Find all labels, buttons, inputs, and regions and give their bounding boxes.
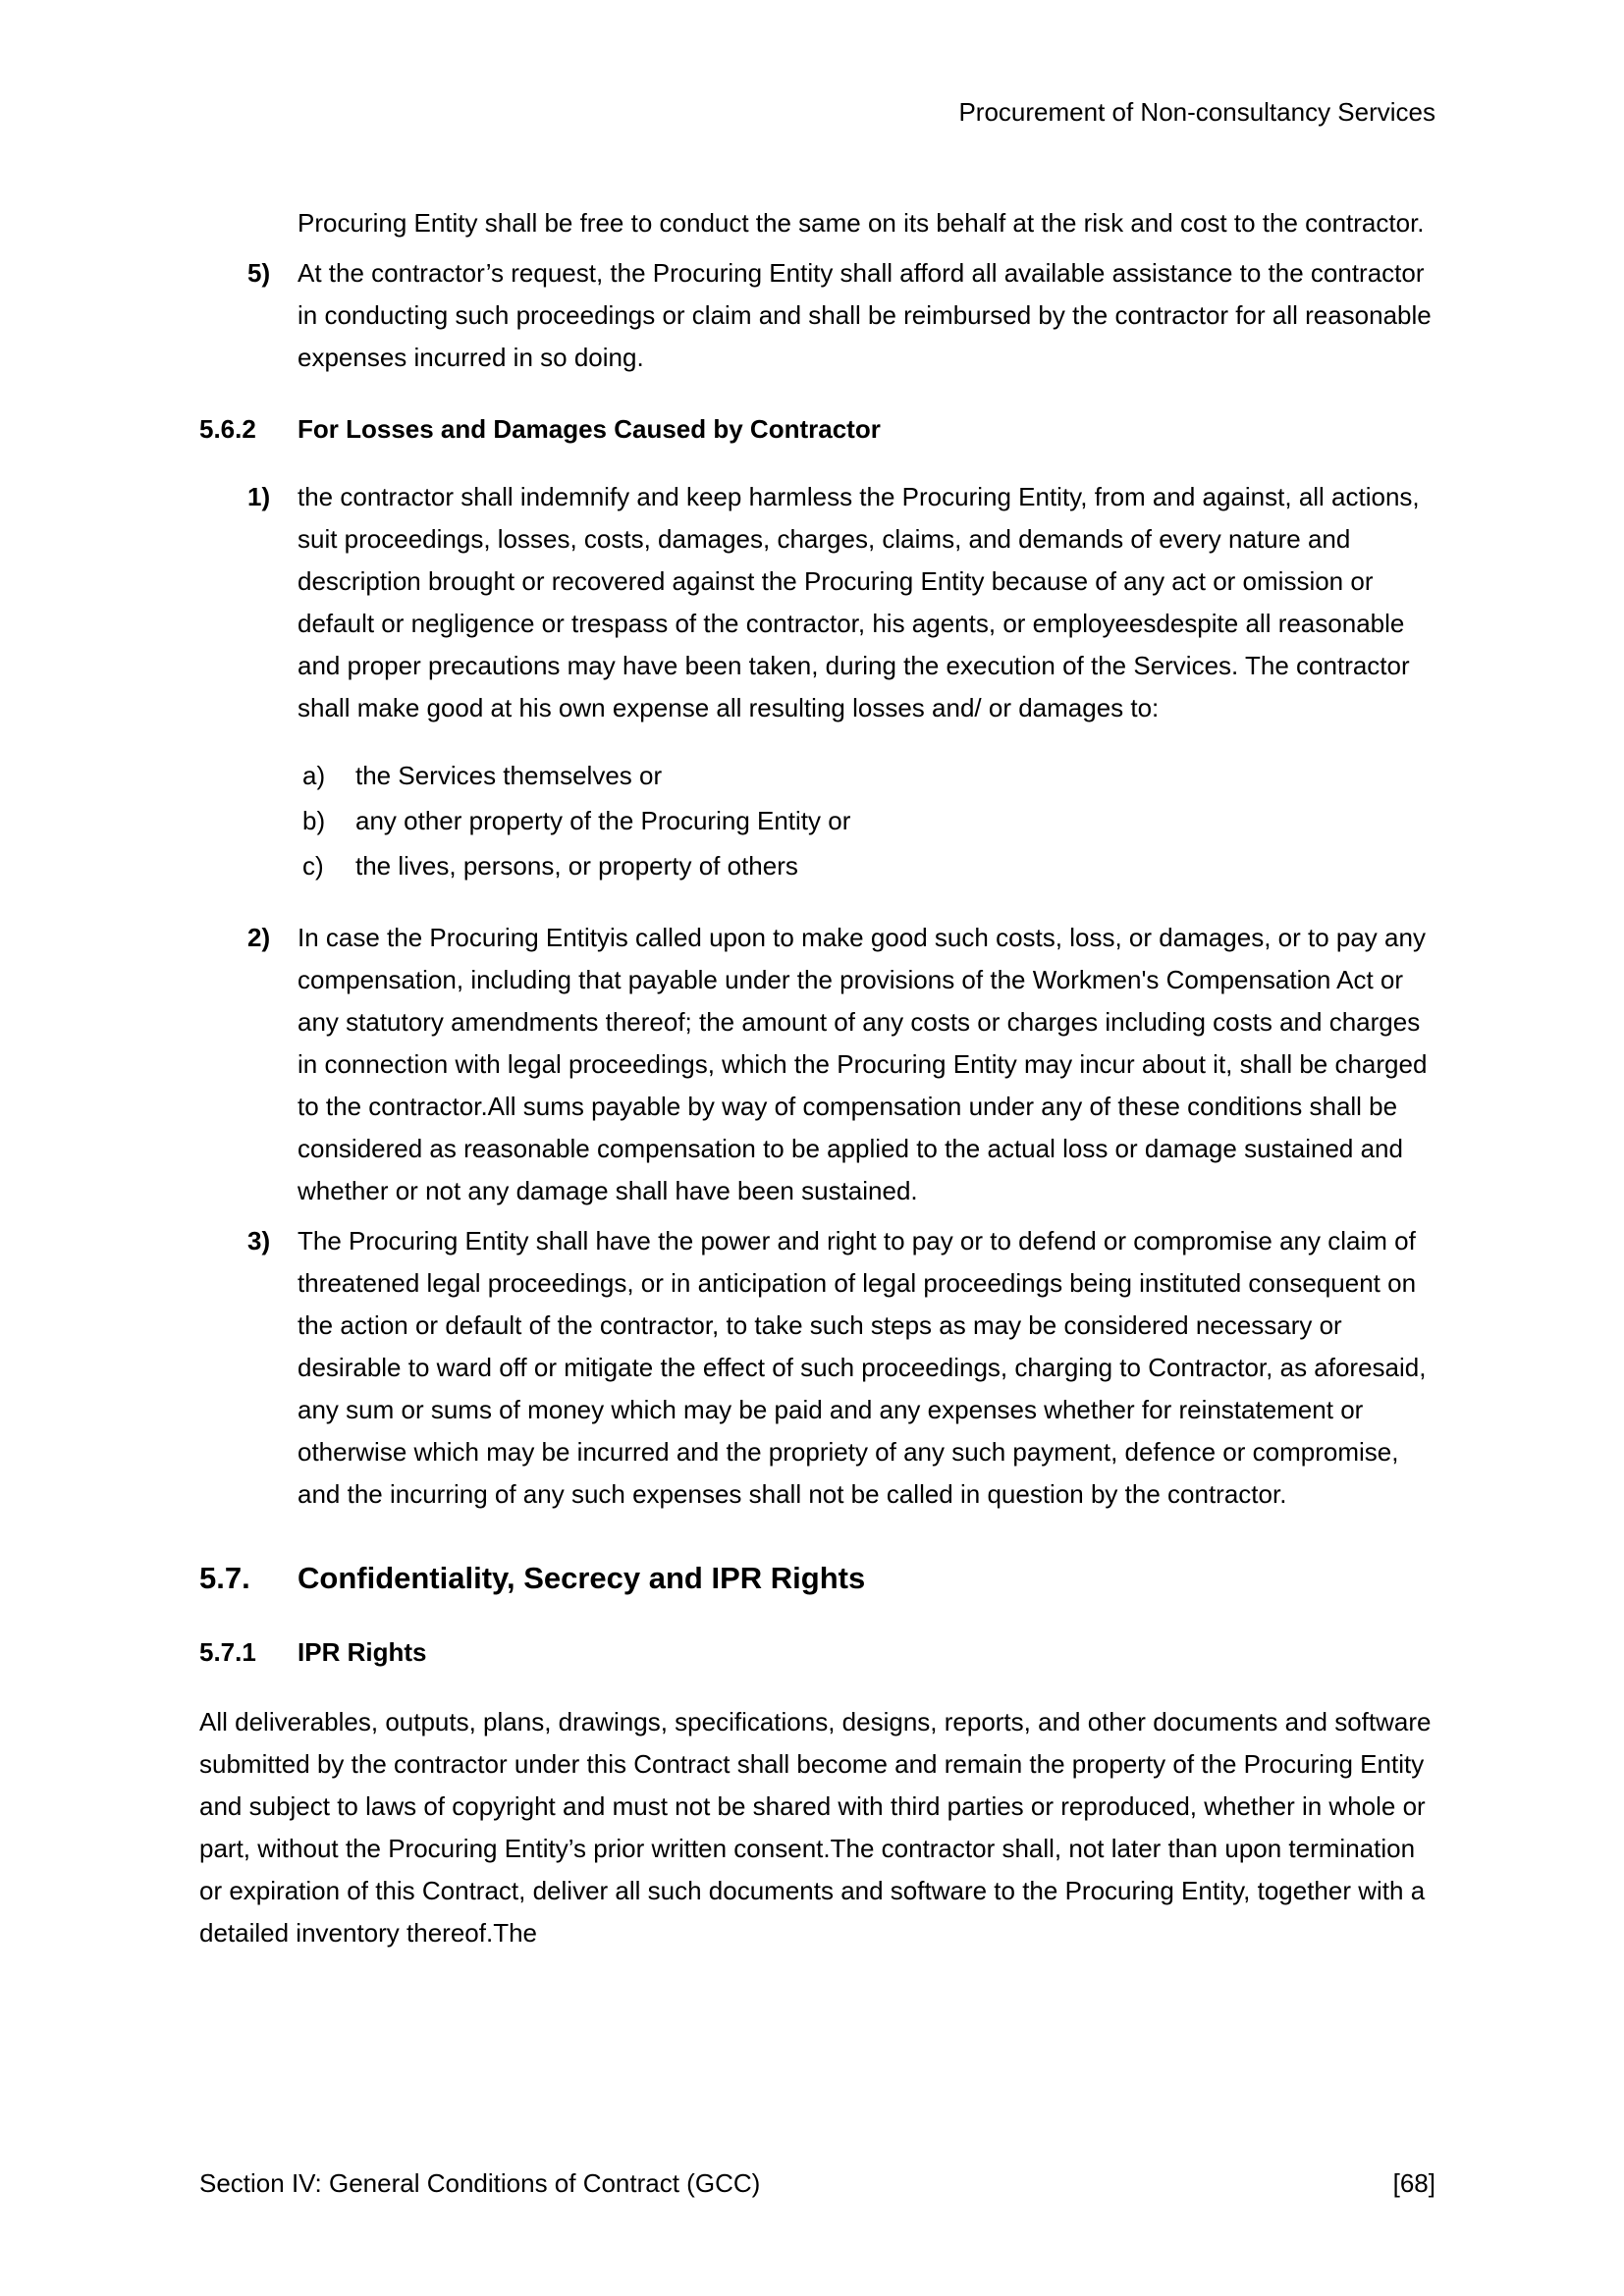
page-header xyxy=(199,94,1435,130)
heading-5-7-number: 5.7. xyxy=(199,1561,250,1595)
list-item-1 xyxy=(247,476,1435,729)
paragraph-ipr-rights: All deliverables, outputs, plans, drawings, specifications, designs, reports, and other documents and software submitted by the contractor under this Contract shall become and remain the property of the Procuring Entity and subject to laws of copyright and must not be shared with third parties or reproduced, whether in whole or part, without the Procuring Entity’s prior written consent.The contractor shall, not later than upon termination or expiration of this Contract, deliver all such documents and software to the Procuring Entity, together with a detailed inventory thereof.The xyxy=(199,1707,1432,1948)
sub-item-c xyxy=(302,845,1435,887)
list-marker-1: 1) xyxy=(247,482,271,511)
heading-5-7-title: Confidentiality, Secrecy and IPR Rights xyxy=(298,1561,866,1595)
paragraph-continuation: Procuring Entity shall be free to conduct the same on its behalf at the risk and cost to the contractor. xyxy=(298,208,1425,238)
list-item-3 xyxy=(247,1220,1435,1516)
sub-marker-b: b) xyxy=(302,806,326,835)
page-footer xyxy=(199,2165,1435,2201)
list-marker-3: 3) xyxy=(247,1226,271,1255)
sub-text-b: any other property of the Procuring Entity or xyxy=(355,806,851,835)
list-text-3: The Procuring Entity shall have the power and right to pay or to defend or compromise any claim of threatened legal proceedings, or in anticipation of legal proceedings being instituted consequent on the action or default of the contractor, to take such steps as may be considered necessary or desirable to ward off or mitigate the effect of such proceedings, charging to Contractor, as aforesaid, any sum or sums of money which may be paid and any expenses whether for reinstatement or otherwise which may be incurred and the propriety of any such payment, defence or compromise, and the incurring of any such expenses shall not be called in question by the contractor. xyxy=(298,1226,1427,1509)
heading-5-7 xyxy=(199,1555,1435,1602)
sub-list xyxy=(302,755,1435,887)
header-title: Procurement of Non-consultancy Services xyxy=(958,97,1435,127)
sub-item-b xyxy=(302,800,1435,842)
heading-5-7-1 xyxy=(199,1631,1435,1674)
heading-5-6-2-title: For Losses and Damages Caused by Contractor xyxy=(298,414,881,444)
footer-section-label: Section IV: General Conditions of Contract (GCC) xyxy=(199,2168,761,2198)
list-marker-2: 2) xyxy=(247,923,271,952)
heading-5-7-1-title: IPR Rights xyxy=(298,1637,427,1667)
list-text-1: the contractor shall indemnify and keep harmless the Procuring Entity, from and against, all actions, suit proceedings, losses, costs, damages, charges, claims, and demands of every nature and description brought or recovered against the Procuring Entity because of any act or omission or default or negligence or trespass of the contractor, his agents, or employeesdespite all reasonable and proper precautions may have been taken, during the execution of the Services. The contractor shall make good at his own expense all resulting losses and/ or damages to: xyxy=(298,482,1420,722)
list-text-5: At the contractor’s request, the Procuring Entity shall afford all available assistance to the contractor in conducting such proceedings or claim and shall be reimbursed by the contractor for all reasonable expenses incurred in so doing. xyxy=(298,258,1432,372)
heading-5-6-2-number: 5.6.2 xyxy=(199,414,256,444)
heading-5-7-1-number: 5.7.1 xyxy=(199,1637,256,1667)
footer-page-number: [68] xyxy=(1392,2168,1435,2198)
list-marker-5: 5) xyxy=(247,258,271,288)
list-item-2 xyxy=(247,917,1435,1212)
list-text-2: In case the Procuring Entityis called upon to make good such costs, loss, or damages, or to pay any compensation, including that payable under the provisions of the Workmen's Compensation Act or any statutory amendments thereof; the amount of any costs or charges including costs and charges in connection with legal proceedings, which the Procuring Entity may incur about it, shall be charged to the contractor.All sums payable by way of compensation under any of these conditions shall be considered as reasonable compensation to be applied to the actual loss or damage sustained and whether or not any damage shall have been sustained. xyxy=(298,923,1428,1205)
sub-item-a xyxy=(302,755,1435,797)
heading-5-6-2 xyxy=(199,408,1435,451)
sub-marker-c: c) xyxy=(302,851,324,881)
list-item-5 xyxy=(247,252,1435,379)
sub-text-a: the Services themselves or xyxy=(355,761,663,790)
sub-marker-a: a) xyxy=(302,761,326,790)
document-content xyxy=(199,202,1435,1954)
sub-text-c: the lives, persons, or property of others xyxy=(355,851,798,881)
